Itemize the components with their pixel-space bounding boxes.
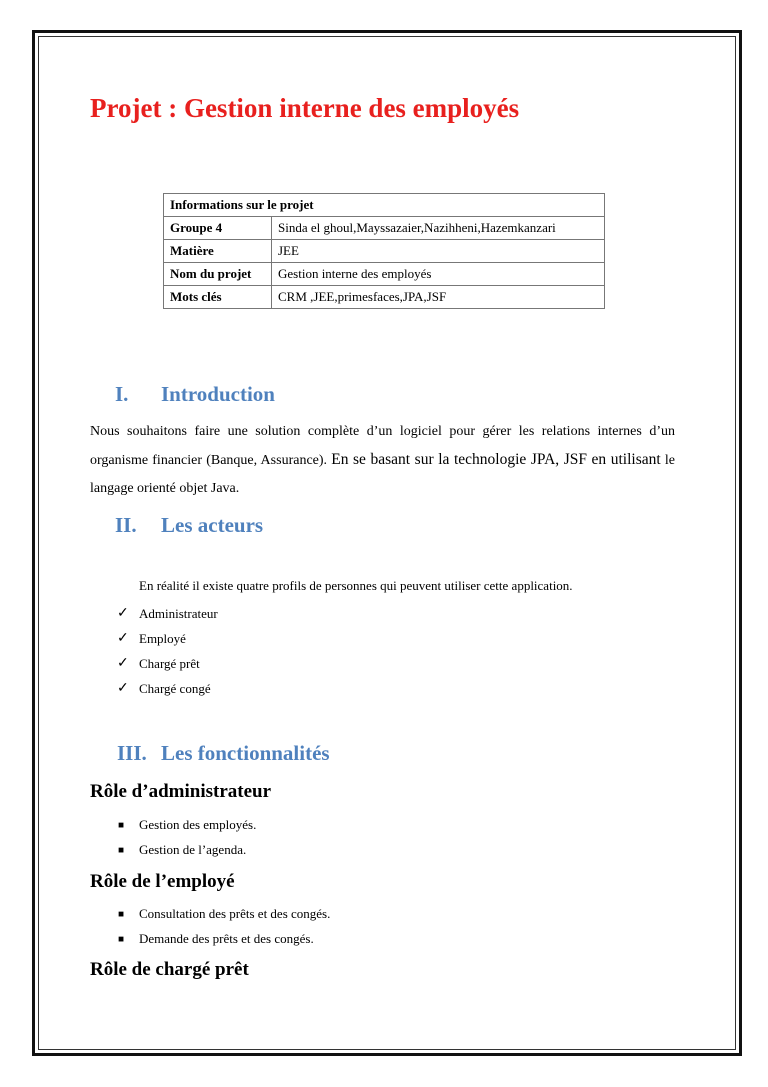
list-item-text: Chargé prêt [139,656,200,671]
square-bullet-icon: ■ [118,820,125,831]
table-row-value: Sinda el ghoul,Mayssazaier,Nazihheni,Hazemkanzari [272,217,605,240]
introduction-paragraph [90,418,675,503]
list-item-text: Chargé congé [139,681,211,696]
table-row-label: Nom du projet [164,263,272,286]
table-row-value: CRM ,JEE,primesfaces,JPA,JSF [272,286,605,309]
actors-lead-text: En réalité il existe quatre profils de personnes qui peuvent utiliser cette application. [139,578,573,593]
section-heading-features [117,741,330,766]
list-item [118,904,331,929]
document-title: Projet : Gestion interne des employés [90,93,520,123]
employee-role-list [118,904,331,954]
square-bullet-icon: ■ [118,845,125,856]
role-heading-administrator: Rôle d’administrateur [90,781,272,802]
list-item [117,654,218,679]
list-item-text: Gestion de l’agenda. [139,842,247,857]
section-title: Introduction [161,382,275,406]
list-item [118,929,330,954]
list-item-text: Demande des prêts et des congés. [139,931,314,946]
section-number: II. [115,513,137,537]
list-item-text: Administrateur [139,606,218,621]
intro-text-part1: Nous souhaitons faire une solution complète d’un logiciel pour gérer les relations internes d’un organisme financier (Banque, Assurance). [90,424,675,468]
list-item-text: Consultation des prêts et des congés. [139,906,331,921]
list-item [117,604,218,629]
section-title: Les acteurs [161,513,264,537]
table-row [164,286,605,309]
checkmark-icon: ✓ [117,656,129,671]
admin-role-list [118,815,257,865]
intro-text-part2: En se basant sur la technologie JPA, JSF en utilisant [331,451,661,468]
list-item [117,629,218,654]
table-header: Informations sur le projet [164,194,605,217]
list-item [118,840,256,865]
checkmark-icon: ✓ [117,606,129,621]
page-border-inner [38,36,736,1050]
table-row-label: Matière [164,240,272,263]
table-row [164,217,605,240]
table-header-row [164,194,605,217]
list-item-text: Employé [139,631,186,646]
section-heading-actors [115,513,263,538]
list-item [117,679,218,704]
section-number: III. [117,741,147,765]
list-item-text: Gestion des employés. [139,817,257,832]
section-number: I. [115,382,129,406]
square-bullet-icon: ■ [118,909,125,920]
checkmark-icon: ✓ [117,631,129,646]
actors-list [117,604,218,704]
table-row-label: Groupe 4 [164,217,272,240]
table-row [164,240,605,263]
table-row-label: Mots clés [164,286,272,309]
table-row-value: JEE [272,240,605,263]
role-heading-loan-officer: Rôle de chargé prêt [90,959,249,980]
checkmark-icon: ✓ [117,681,129,696]
role-heading-employee: Rôle de l’employé [90,871,235,892]
list-item [118,815,257,840]
table-row [164,263,605,286]
project-info-table [163,193,605,309]
intro-text-part3: le langage orienté objet Java. [90,453,676,496]
section-heading-introduction [115,382,275,407]
square-bullet-icon: ■ [118,934,125,945]
table-row-value: Gestion interne des employés [272,263,605,286]
section-title: Les fonctionnalités [161,741,330,765]
